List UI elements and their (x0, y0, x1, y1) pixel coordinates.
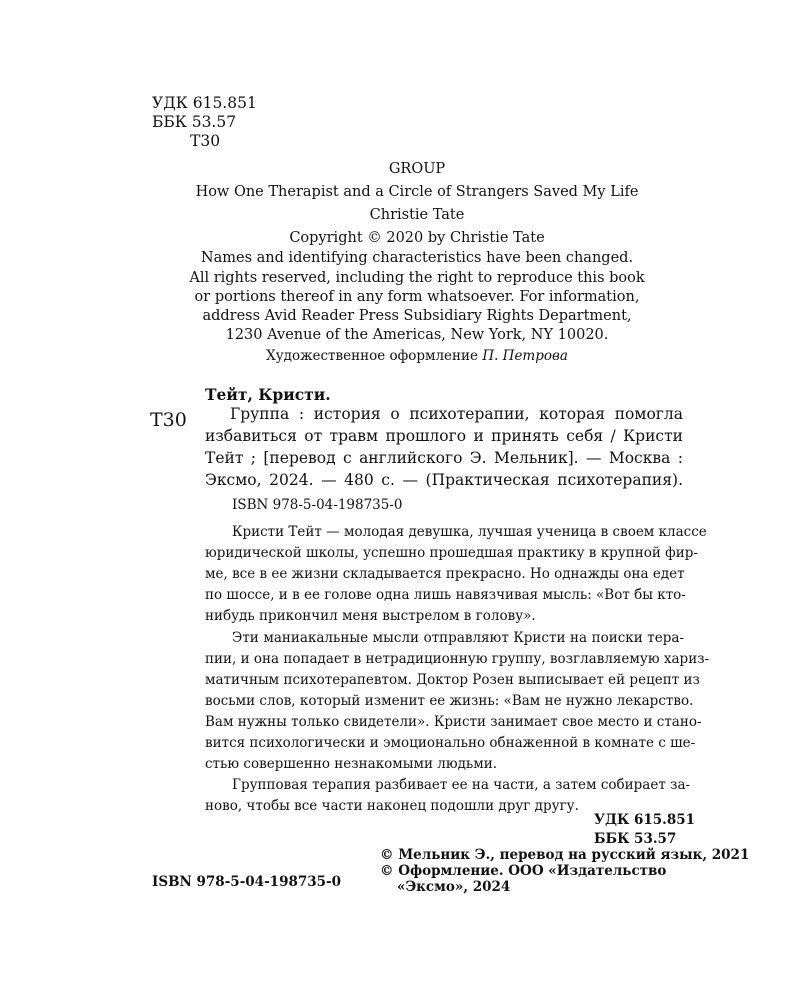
annotation-line-10: Вам нужны только свидетели». Кристи занимает свое место и стано- (205, 714, 702, 730)
original-author: Christie Tate (369, 207, 465, 223)
original-copyright: Copyright © 2020 by Christie Tate (289, 230, 545, 246)
copyright-design-line-1: © Оформление. ООО «Издательство (380, 863, 667, 879)
annotation-line-7: пии, и она попадает в нетрадиционную группу, возглавляемую хариз- (205, 651, 710, 667)
design-credit (150, 348, 684, 364)
rights-line-4: 1230 Avenue of the Americas, New York, NY 10020. (225, 327, 609, 343)
udk-code-right: УДК 615.851 (594, 812, 695, 828)
original-title: GROUP (388, 161, 446, 177)
rights-line-1: All rights reserved, including the right to reproduce this book (189, 270, 645, 286)
annotation-line-1: Кристи Тейт — молодая девушка, лучшая ученица в своем классе (232, 524, 707, 540)
udk-code: УДК 615.851 (152, 94, 257, 112)
bbk-code-right: ББК 53.57 (594, 831, 677, 847)
annotation-line-5: нибудь прикончил меня выстрелом в голову». (205, 608, 536, 624)
annotation-line-13: Групповая терапия разбивает ее на части, а затем собирает за- (232, 777, 691, 793)
annotation-line-4: по шоссе, и в ее голове одна лишь навязчивая мысль: «Вот бы кто- (205, 587, 686, 603)
copyright-translation: © Мельник Э., перевод на русский язык, 2021 (380, 847, 750, 863)
catalog-line-3: Тейт ; [перевод с английского Э. Мельник]. — Москва : (205, 449, 683, 467)
annotation-line-14: ново, чтобы все части наконец подошли друг другу. (205, 798, 579, 814)
annotation-line-3: ме, все в ее жизни складывается прекрасно. Но однажды она едет (205, 566, 685, 582)
annotation-line-11: вится психологически и эмоционально обнаженной в комнате с ше- (205, 735, 696, 751)
annotation-line-6: Эти маниакальные мысли отправляют Кристи на поиски тера- (232, 630, 684, 646)
author-mark: Т30 (190, 132, 221, 150)
annotation-line-12: стью совершенно незнакомыми людьми. (205, 756, 498, 772)
catalog-line-2: избавиться от травм прошлого и принять себя / Кристи (205, 427, 683, 445)
catalog-mark: Т30 (150, 409, 187, 431)
rights-line-2: or portions thereof in any form whatsoever. For information, (194, 289, 640, 305)
catalog-line-1: Группа : история о психотерапии, которая помогла (230, 405, 683, 423)
copyright-design-line-2: «Эксмо», 2024 (397, 879, 511, 895)
catalog-line-4: Эксмо, 2024. — 480 с. — (Практическая психотерапия). (205, 471, 683, 489)
names-note: Names and identifying characteristics have been changed. (200, 250, 634, 266)
annotation-line-8: матичным психотерапевтом. Доктор Розен выписывает ей рецепт из (205, 672, 700, 688)
rights-line-3: address Avid Reader Press Subsidiary Rights Department, (202, 308, 632, 324)
catalog-isbn: ISBN 978-5-04-198735-0 (232, 497, 403, 513)
catalog-heading: Тейт, Кристи. (205, 385, 331, 404)
design-credit-person: П. Петрова (482, 348, 568, 364)
bbk-code: ББК 53.57 (152, 113, 237, 131)
annotation-line-2: юридической школы, успешно прошедшая практику в крупной фир- (205, 545, 698, 561)
annotation-line-9: восьми слов, который изменит ее жизнь: «Вам не нужно лекарство. (205, 693, 694, 709)
design-credit-label: Художественное оформление (266, 348, 483, 364)
original-subtitle: How One Therapist and a Circle of Strangers Saved My Life (195, 184, 639, 200)
footer-isbn: ISBN 978-5-04-198735-0 (152, 874, 342, 890)
